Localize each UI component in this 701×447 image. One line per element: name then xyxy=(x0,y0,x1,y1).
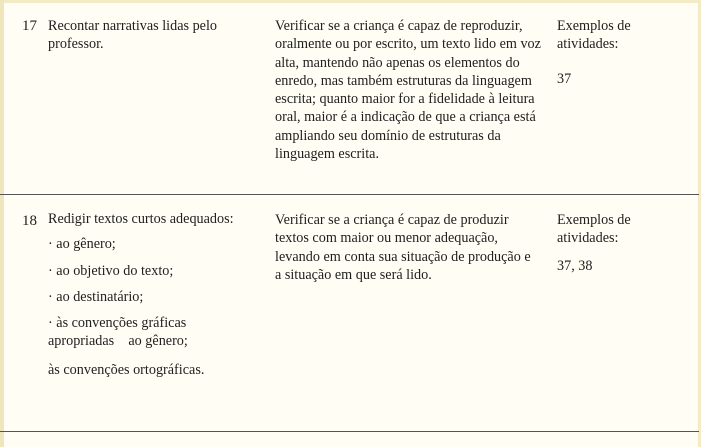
criterion-text: Verificar se a criança é capaz de reproduzir, oralmente ou por escrito, um texto lido em voz alta, mantendo não apenas os elementos do enredo, mas também estruturas da linguagem escrita; quanto maior for a fidelidade à leitura oral, maior é a indicação de que a criança está ampliando seu domínio de estruturas da linguagem escrita. xyxy=(275,18,541,163)
table-row xyxy=(0,0,699,194)
examples-cell xyxy=(557,17,652,88)
skill-list-item: · ao objetivo do texto; xyxy=(48,262,174,279)
row-number: 18 xyxy=(22,213,37,229)
skill-cell xyxy=(48,210,268,379)
examples-refs: 37 xyxy=(557,70,572,87)
skill-list-item: · às convenções gráficas apropriadas ao gênero; xyxy=(48,315,190,350)
skill-list-item: às convenções ortográficas. xyxy=(48,361,205,378)
row-number: 17 xyxy=(22,18,37,34)
criterion-text: Verificar se a criança é capaz de produzir textos com maior ou menor adequação, levando em conta sua situação de produção e a situação em que será lido. xyxy=(275,212,531,283)
skill-list-item: · ao gênero; xyxy=(48,236,116,253)
examples-cell xyxy=(557,211,652,275)
skill-text: Redigir textos curtos adequados: xyxy=(48,211,234,227)
skill-list-item: · ao destinatário; xyxy=(48,288,144,305)
skill-text: Recontar narrativas lidas pelo professor. xyxy=(48,18,218,53)
examples-label: Exemplos de atividades: xyxy=(557,18,631,53)
row-divider xyxy=(0,431,699,432)
examples-label: Exemplos de atividades: xyxy=(557,212,631,247)
examples-refs: 37, 38 xyxy=(557,257,593,274)
table-row xyxy=(0,195,699,431)
